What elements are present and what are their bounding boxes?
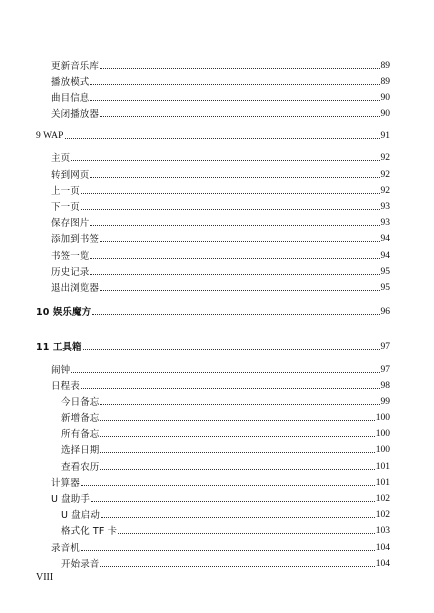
toc-entry-label: 转到网页 [51,169,90,181]
toc-entry[interactable] [51,229,390,244]
toc-entry-page: 95 [380,266,390,277]
toc-subentry[interactable] [61,408,390,423]
toc-entry[interactable] [51,165,390,180]
toc-subentry[interactable] [61,505,390,520]
toc-entry-page: 104 [375,558,390,569]
toc-entry-page: 93 [380,217,390,228]
toc-entry-page: 101 [375,477,390,488]
toc-entry-page: 100 [375,412,390,423]
toc-chapter-label: 11 工具箱 [36,341,82,353]
toc-entry-label: 曲目信息 [51,92,90,104]
toc-entry-label: 添加到书签 [51,233,100,245]
toc-entry-page: 95 [380,282,390,293]
toc-entry-page: 94 [380,233,390,244]
toc-entry[interactable] [51,181,390,196]
toc-entry-label: U 盘助手 [51,493,90,505]
toc-entry-page: 94 [380,250,390,261]
toc-entry-page: 91 [380,130,390,141]
toc-entry-page: 89 [380,60,390,71]
toc-entry[interactable] [51,104,390,119]
toc-entry-label: 上一页 [51,185,80,197]
dot-leader [90,274,379,275]
dot-leader [90,258,379,259]
toc-entry-page: 96 [380,306,390,317]
toc-entry[interactable] [51,148,390,163]
toc-subentry[interactable] [61,457,390,472]
toc-chapter-entry[interactable] [36,302,390,317]
toc-entry-page: 100 [375,444,390,455]
dot-leader [100,241,379,242]
toc-entry-label: 退出浏览器 [51,282,100,294]
dot-leader [100,452,374,453]
dot-leader [91,501,375,502]
toc-entry-label: 选择日期 [61,444,100,456]
toc-entry-page: 90 [380,92,390,103]
toc-entry-label: 主页 [51,152,71,164]
dot-leader [71,160,379,161]
toc-entry[interactable] [51,278,390,293]
toc-entry-label: 关闭播放器 [51,108,100,120]
dot-leader [81,388,380,389]
toc-entry[interactable] [51,56,390,71]
dot-leader [100,290,379,291]
dot-leader [81,485,375,486]
toc-entry[interactable] [51,360,390,375]
toc-subentry[interactable] [61,424,390,439]
toc-entry-label: 新增备忘 [61,412,100,424]
toc-entry-page: 99 [380,396,390,407]
toc-entry-label: 开始录音 [61,558,100,570]
toc-entry-label: 保存图片 [51,217,90,229]
toc-entry-page: 97 [380,364,390,375]
dot-leader [100,566,374,567]
toc-chapter-label: 9 WAP [36,130,64,141]
toc-entry[interactable] [51,72,390,87]
toc-entry-page: 93 [380,201,390,212]
dot-leader [90,100,379,101]
toc-entry-label: 历史记录 [51,266,90,278]
dot-leader [71,372,379,373]
toc-entry-label: 日程表 [51,380,80,392]
toc-entry-label: 播放模式 [51,76,90,88]
toc-entry-label: 计算器 [51,477,80,489]
dot-leader [100,68,379,69]
toc-entry-label: 下一页 [51,201,80,213]
toc-entry-page: 97 [380,341,390,352]
toc-entry[interactable] [51,489,390,504]
toc-subentry[interactable] [61,554,390,569]
dot-leader [100,116,379,117]
dot-leader [81,193,380,194]
toc-entry-label: 格式化 TF 卡 [61,525,118,537]
toc-entry-label: 闹钟 [51,364,71,376]
toc-entry-page: 102 [375,509,390,520]
toc-entry-page: 92 [380,152,390,163]
toc-entry-page: 103 [375,525,390,536]
toc-entry[interactable] [51,473,390,488]
dot-leader [65,138,380,139]
dot-leader [100,469,374,470]
dot-leader [118,533,375,534]
dot-leader [90,84,379,85]
toc-subentry[interactable] [61,392,390,407]
toc-entry[interactable] [51,88,390,103]
toc-entry-page: 102 [375,493,390,504]
toc-entry[interactable] [51,197,390,212]
dot-leader [81,550,375,551]
toc-entry-label: 书签一览 [51,250,90,262]
dot-leader [92,314,379,315]
toc-chapter-entry[interactable] [36,337,390,352]
toc-chapter-label: 10 娱乐魔方 [36,306,92,318]
toc-entry[interactable] [51,262,390,277]
toc-entry-page: 92 [380,185,390,196]
toc-subentry[interactable] [61,521,390,536]
dot-leader [100,436,374,437]
toc-entry-page: 101 [375,461,390,472]
dot-leader [81,209,380,210]
dot-leader [100,420,374,421]
toc-entry-page: 100 [375,428,390,439]
toc-chapter-entry[interactable] [36,126,390,141]
toc-entry-label: 所有备忘 [61,428,100,440]
toc-entry-label: 录音机 [51,542,80,554]
toc-entry[interactable] [51,376,390,391]
dot-leader [100,404,379,405]
toc-entry-page: 98 [380,380,390,391]
toc-entry-page: 104 [375,542,390,553]
dot-leader [90,177,379,178]
dot-leader [83,349,380,350]
dot-leader [90,225,379,226]
toc-entry[interactable] [51,538,390,553]
toc-entry-label: 查看农历 [61,461,100,473]
toc-entry-page: 89 [380,76,390,87]
toc-entry[interactable] [51,246,390,261]
toc-entry-label: 更新音乐库 [51,60,100,72]
dot-leader [101,517,375,518]
page-number-footer: VIII [36,572,54,583]
toc-entry-page: 90 [380,108,390,119]
toc-entry[interactable] [51,213,390,228]
toc-entry-label: 今日备忘 [61,396,100,408]
toc-subentry[interactable] [61,440,390,455]
toc-entry-page: 92 [380,169,390,180]
toc-entry-label: U 盘启动 [61,509,100,521]
